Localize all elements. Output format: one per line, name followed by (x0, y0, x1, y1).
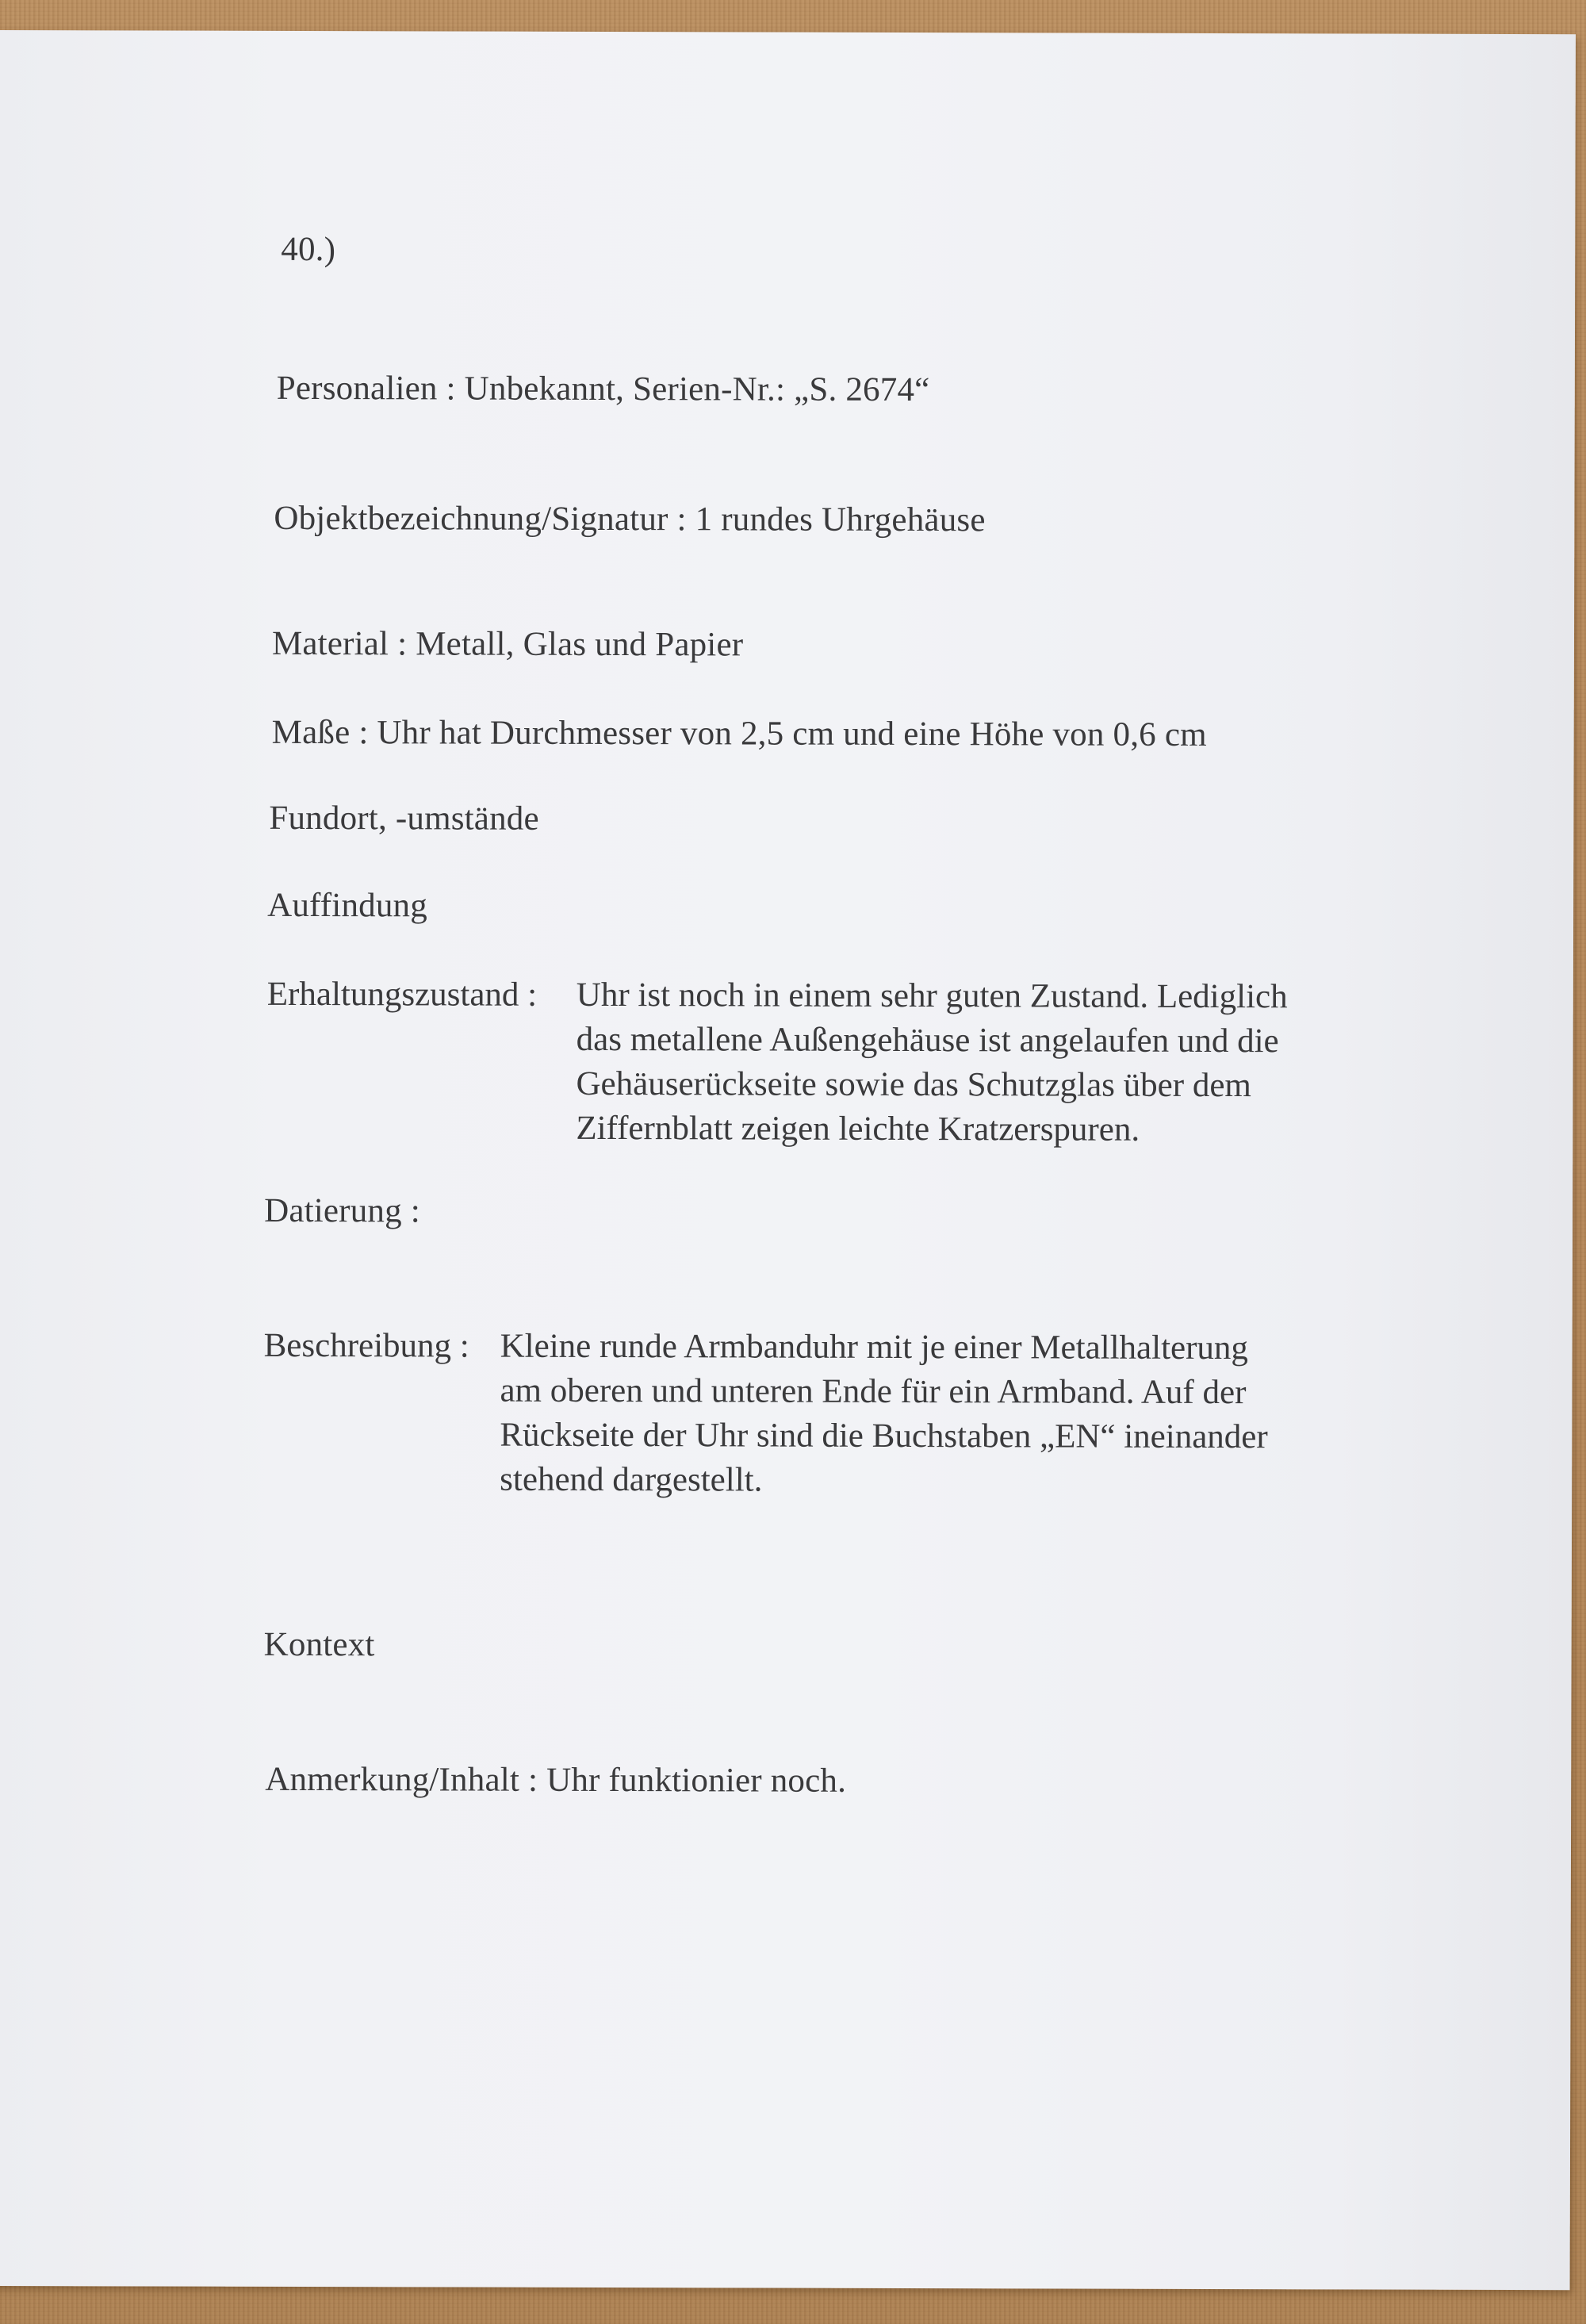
field-label: Erhaltungszustand : (266, 975, 538, 1014)
text-line: Gehäuserückseite sowie das Schutzglas über dem (576, 1064, 1251, 1105)
field-label: Objektbezeichnung/Signatur (274, 499, 668, 539)
field-label: Personalien (276, 369, 438, 408)
text-line: Uhr ist noch in einem sehr guten Zustand. Lediglich (576, 976, 1288, 1016)
field-separator: : (437, 370, 465, 408)
field-fundort: Fundort, -umstände (269, 799, 539, 838)
field-separator: : (668, 500, 695, 539)
field-kontext: Kontext (263, 1625, 375, 1664)
field-value (500, 1325, 1268, 1505)
field-value: Uhr funktionier noch. (546, 1761, 847, 1800)
text-line: das metallene Außengehäuse ist angelaufen und die (576, 1020, 1279, 1060)
field-separator: : (389, 625, 416, 663)
field-value: Unbekannt, Serien-Nr.: „S. 2674“ (464, 370, 930, 409)
field-value: Metall, Glas und Papier (416, 625, 744, 664)
text-line: Ziffernblatt zeigen leichte Kratzerspuren. (576, 1109, 1140, 1149)
field-value (576, 973, 1287, 1152)
field-anmerkung (265, 1758, 846, 1804)
field-personalien (277, 366, 930, 412)
field-separator: : (350, 714, 377, 752)
field-datierung: Datierung : (264, 1191, 421, 1230)
field-auffindung: Auffindung (267, 886, 428, 925)
field-masse (272, 711, 1207, 757)
field-label: Material (271, 624, 389, 663)
field-label: Maße (271, 713, 351, 752)
field-value: 1 rundes Uhrgehäuse (695, 500, 986, 539)
field-value: Uhr hat Durchmesser von 2,5 cm und eine Höhe von 0,6 cm (377, 714, 1207, 754)
field-label: Anmerkung/Inhalt (265, 1760, 520, 1799)
field-objektbezeichnung (274, 497, 985, 543)
text-line: am oberen und unteren Ende für ein Armband. Auf der (500, 1371, 1247, 1412)
text-line: Rückseite der Uhr sind die Buchstaben „EN“ ineinander (500, 1416, 1268, 1456)
text-line: stehend dargestellt. (500, 1460, 763, 1499)
field-material (272, 622, 743, 668)
field-label: Beschreibung : (263, 1326, 469, 1365)
text-line: Kleine runde Armbanduhr mit je einer Metallhalterung (500, 1327, 1249, 1367)
field-separator: : (519, 1761, 547, 1799)
item-number: 40.) (281, 230, 336, 269)
document-sheet (0, 30, 1576, 2290)
